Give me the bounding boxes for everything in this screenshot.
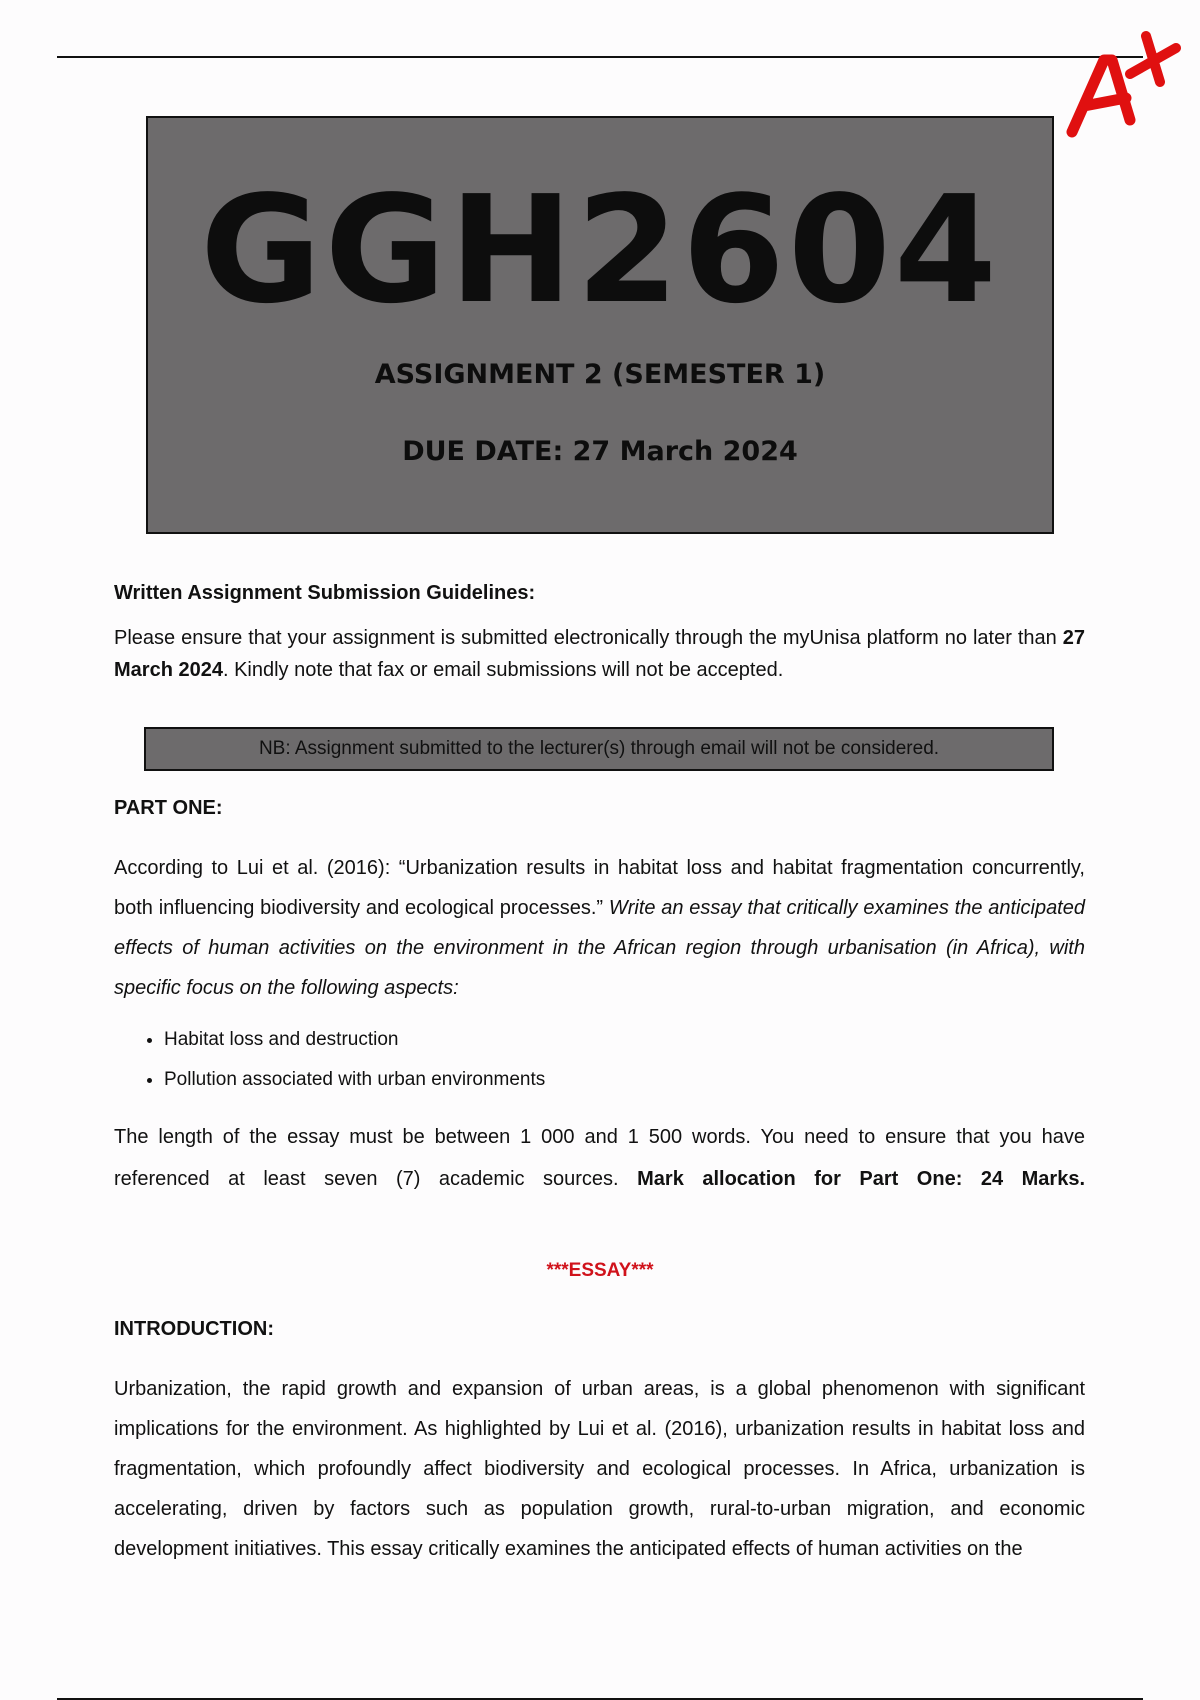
part-one-question: According to Lui et al. (2016): “Urbanization results in habitat loss and habitat fragmentation concurrently, both influencing biodiversity and ecological processes.” Write an essay that critically examines the anticipated effects of human activities on the environment in the African region through urbanisation (in Africa), with specific focus on the following aspects:: [114, 857, 1085, 999]
grade-stamp: [1060, 20, 1190, 140]
aspect-list: [114, 1020, 1085, 1100]
part-one-heading: PART ONE:: [114, 797, 223, 819]
part-one-section: [114, 797, 1085, 1200]
top-rule: [57, 56, 1143, 58]
list-item: • Pollution associated with urban environments: [164, 1060, 1085, 1100]
guidelines-section: [114, 582, 1085, 686]
length-requirements: The length of the essay must be between 1 000 and 1 500 words. You need to ensure that you have referenced at least seven (7) academic sources. Mark allocation for Part One: 24 Marks.: [114, 1126, 1085, 1190]
guidelines-heading: Written Assignment Submission Guidelines:: [114, 582, 536, 604]
due-date: DUE DATE: 27 March 2024: [402, 436, 798, 467]
assignment-title: ASSIGNMENT 2 (SEMESTER 1): [374, 359, 826, 390]
introduction-section: [114, 1318, 1085, 1569]
cover-box: [146, 116, 1054, 534]
course-code: GGH2604: [200, 164, 1000, 336]
list-item: • Habitat loss and destruction: [164, 1020, 1085, 1060]
introduction-text: Urbanization, the rapid growth and expansion of urban areas, is a global phenomenon with significant implications for the environment. As highlighted by Lui et al. (2016), urbanization results in habitat loss and fragmentation, which profoundly affect biodiversity and ecological processes. In Africa, urbanization is accelerating, driven by factors such as population growth, rural-to-urban migration, and economic development initiatives. This essay critically examines the anticipated effects of human activities on the: [114, 1378, 1085, 1560]
nb-notice: NB: Assignment submitted to the lecturer(s) through email will not be considered.: [144, 727, 1054, 771]
essay-label: ***ESSAY***: [546, 1260, 654, 1281]
guidelines-text: Please ensure that your assignment is submitted electronically through the myUnisa platform no later than 27 March 2024. Kindly note that fax or email submissions will not be accepted.: [114, 627, 1085, 681]
introduction-heading: INTRODUCTION:: [114, 1318, 274, 1340]
